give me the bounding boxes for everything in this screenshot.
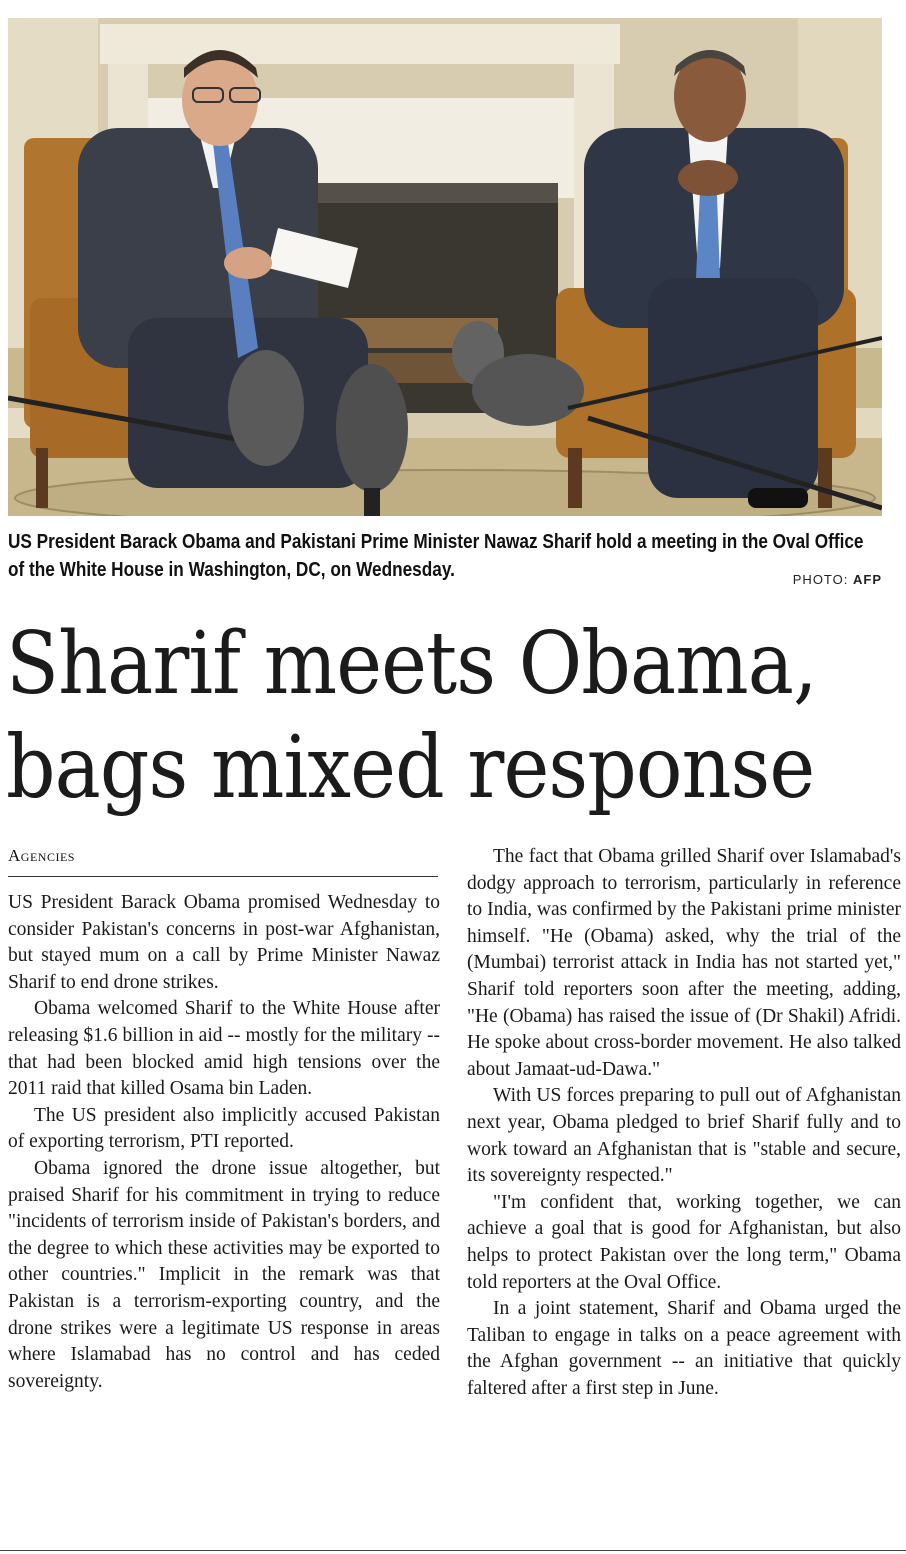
paragraph: US President Barack Obama promised Wednesday to consider Pakistan's concerns in post-war Afghanistan, but stayed mum on a call by Prime Minister Nawaz Sharif to end drone strikes. [8,892,440,993]
paragraph: The fact that Obama grilled Sharif over Islamabad's dodgy approach to terrorism, particularly in reference to India, was confirmed by the Pakistani prime minister himself. "He (Obama) asked, why the trial of the (Mumbai) terrorist attack in India has not started yet," Sharif told reporters soon after the meeting, adding, "He (Obama) has raised the issue of (Dr Shakil) Afridi. He spoke about cross-border movement. He also talked about Jamaat-ud-Dawa." [467,846,901,1080]
paragraph: The US president also implicitly accused Pakistan of exporting terrorism, PTI reported. [8,1104,440,1153]
headline: Sharif meets Obama, bags mixed response [6,614,817,818]
photo-credit-source: AFP [853,572,882,587]
oval-office-meeting-illustration [8,18,882,516]
paragraph: Obama welcomed Sharif to the White House after releasing $1.6 billion in aid -- mostly for the military -- that had been blocked amid high tensions over the 2011 raid that killed Osama bin Laden. [8,998,440,1100]
photo-caption: US President Barack Obama and Pakistani Prime Minister Nawaz Sharif hold a meeting in the Oval Office of the White House in Washington, DC, on Wednesday. [8,531,864,581]
photo-credit-label: PHOTO: [792,572,849,587]
photo-credit [793,572,882,587]
article-column-right [467,844,901,1402]
byline-divider [8,876,438,877]
paragraph: "I'm confident that, working together, we can achieve a goal that is good for Afghanistan, but also helps to protect Pakistan over the long term," Obama told reporters at the Oval Office. [467,1191,901,1293]
article-column-left [8,890,440,1395]
paragraph: Obama ignored the drone issue altogether, but praised Sharif for his commitment in trying to reduce "incidents of terrorism inside of Pakistan's borders, and the degree to which these activities may be exported to other countries." Implicit in the remark was that Pakistan is a terrorism-exporting country, and the drone strikes were a legitimate US response in areas where Islamabad has no control and has ceded sovereignty. [8,1157,440,1392]
paragraph: In a joint statement, Sharif and Obama urged the Taliban to engage in talks on a peace agreement with the Afghan government -- an initiative that quickly faltered after a first step in June. [467,1298,901,1399]
news-photo [8,18,882,516]
paragraph: With US forces preparing to pull out of Afghanistan next year, Obama pledged to brief Sharif fully and to work toward an Afghanistan that is "stable and secure, its sovereignty respected." [467,1085,901,1187]
bottom-divider [0,1550,906,1551]
byline: Agencies [8,846,75,865]
